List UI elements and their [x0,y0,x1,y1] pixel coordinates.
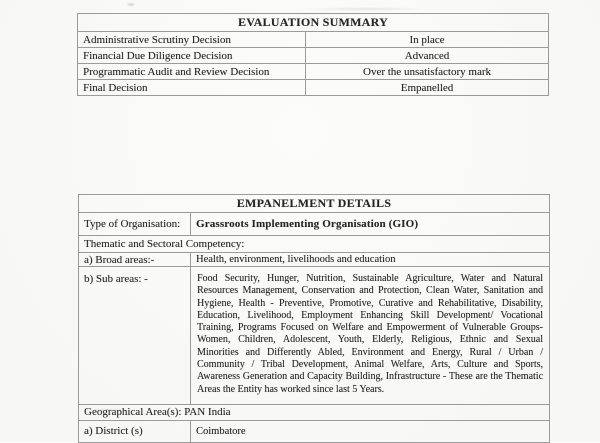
row-value: Over the unsatisfactory mark [306,64,549,80]
section-heading: Geographical Area(s): PAN India [79,404,550,420]
geographical-area-row [79,404,550,420]
table-row [78,64,549,80]
empanelment-details-table [78,194,550,443]
row-value: Food Security, Hunger, Nutrition, Sustainable Agriculture, Water and Natural Resources Management, Conservation and Protection, Clean Water, Sanitation and Hygiene, Health - Preventive, Promotive, Curative and Rehabilitative, Disability, Education, Livelihood, Employment Enhancing Skill Development/ Vocational Training, Programs Focused on Welfare and Empowerment of Vulnerable Groups- Women, Children, Adolescent, Youth, Elderly, Religious, Ethnic and Sexual Minorities and Differently Abled, Environment and Energy, Rural / Urban / Community / Tribal Development, Animal Welfare, Arts, Culture and Sports, Awareness Generation and Capacity Building, Infrastructure - These are the Thematic Areas the Entity has worked since last 5 Years. [191,267,550,405]
empanelment-details-title: EMPANELMENT DETAILS [79,195,550,213]
row-label: Administrative Scrutiny Decision [78,32,306,48]
row-label: b) Sub areas: - [79,267,191,405]
evaluation-summary-table [77,13,549,96]
table-row [78,32,549,48]
thematic-competency-row [79,236,550,253]
scan-artifact [126,2,136,7]
type-of-organisation-row [79,213,550,236]
evaluation-summary-title: EVALUATION SUMMARY [78,14,549,32]
row-label: Final Decision [78,80,306,96]
row-label: a) District (s) [79,420,191,442]
row-value: Coimbatore [191,420,550,442]
section-heading: Thematic and Sectoral Competency: [79,236,550,253]
row-label: Type of Organisation: [79,213,191,236]
row-value: Health, environment, livelihoods and education [191,253,550,267]
row-label: a) Broad areas:- [79,253,191,267]
row-value: In place [306,32,549,48]
table-row [78,48,549,64]
scan-artifact [300,7,430,11]
table-header-row [78,14,549,32]
broad-areas-row [79,253,550,267]
row-value: Grassroots Implementing Organisation (GIO) [191,213,550,236]
sub-areas-row [79,267,550,405]
row-label: Programmatic Audit and Review Decision [78,64,306,80]
table-header-row [79,195,550,213]
row-label: Financial Due Diligence Decision [78,48,306,64]
district-row [79,420,550,442]
row-value: Advanced [306,48,549,64]
table-row [78,80,549,96]
row-value: Empanelled [306,80,549,96]
